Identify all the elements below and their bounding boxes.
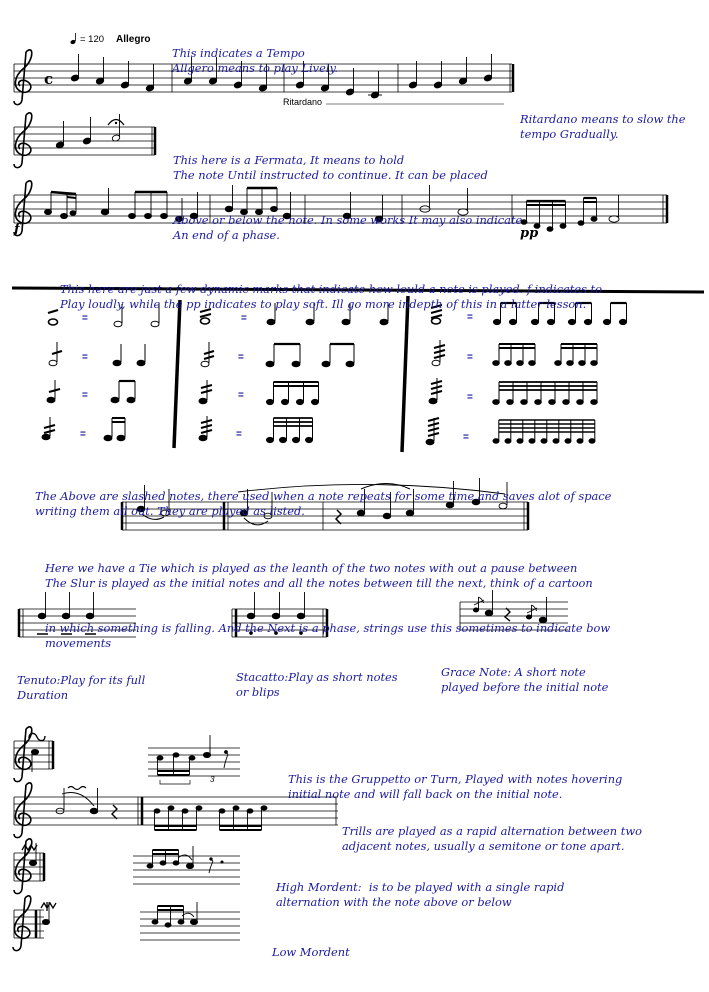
dynamics-note: This here are just a few dynamic marks that indicate how lould a note is played. f indicates to Play loudly, while the pp indicates to play soft. Ill go more indepth of this in a latter lesson. (60, 282, 602, 311)
fermata-icon (108, 120, 124, 126)
equals-sign: = (463, 432, 469, 443)
equals-sign: = (82, 313, 88, 324)
tempo-mark: = 120 (80, 34, 105, 45)
ritardano-note: Ritardano means to slow the tempo Gradually. (520, 112, 686, 141)
turn-note: This is the Gruppetto or Turn, Played with notes hovering initial note and will fall back on the initial note. (288, 772, 623, 801)
equals-sign: = (467, 392, 473, 403)
low-mordent-example (13, 896, 240, 951)
equals-sign: = (238, 352, 244, 363)
ritardano-label: Ritardano (283, 97, 323, 107)
fermata-staff (14, 113, 155, 168)
equals-sign: = (82, 390, 88, 401)
tenuto-note: Tenuto:Play for its full Duration (17, 673, 146, 702)
equals-sign: = (82, 352, 88, 363)
high-mordent-example (14, 839, 240, 894)
equals-sign: = (241, 313, 247, 324)
trill-note: Trills are played as a rapid alternation between two adjacent notes, usually a semitone or tone apart. (342, 824, 642, 853)
svg-text:c: c (44, 70, 54, 88)
turn-example (14, 727, 240, 784)
quarter-note-icon (70, 33, 76, 45)
tempo-word: Allegro (116, 34, 151, 45)
slashed-note: The Above are slashed notes, there used when a note repeats for some time and saves alot of space writing them all out. They are played as listed. (35, 489, 612, 518)
staccato-note: Stacatto:Play as short notes or blips (236, 670, 398, 699)
tempo-note: This indicates a Tempo Allgero means to play Lively. (172, 46, 339, 75)
grace-note-note: Grace Note: A short note played before the initial note (441, 665, 609, 694)
fermata-note: This here is a Fermata, It means to hold The note Until instructed to continue. It can be placed Above or below the note. In some works It may also indicate An end of a phase. (173, 153, 523, 242)
equals-sign: = (467, 352, 473, 363)
tie-note: Here we have a Tie which is played as the leanth of the two notes with out a pause between The Slur is played as the initial notes and all the notes between till the next, think of a cartoon in which something is falling. And the Next is a phase, strings use this sometimes to indicate bow movements (45, 561, 611, 650)
triplet-number: 3 (210, 775, 215, 784)
equals-sign: = (238, 390, 244, 401)
equals-sign: = (467, 312, 473, 323)
pianissimo-mark: pp (520, 226, 539, 241)
high-mordent-note: High Mordent: is to be played with a single rapid alternation with the note above or below (276, 880, 565, 909)
low-mordent-note: Low Mordent (272, 945, 350, 959)
equals-sign: = (236, 429, 242, 440)
equals-sign: = (80, 429, 86, 440)
forte-mark: f (14, 222, 20, 237)
